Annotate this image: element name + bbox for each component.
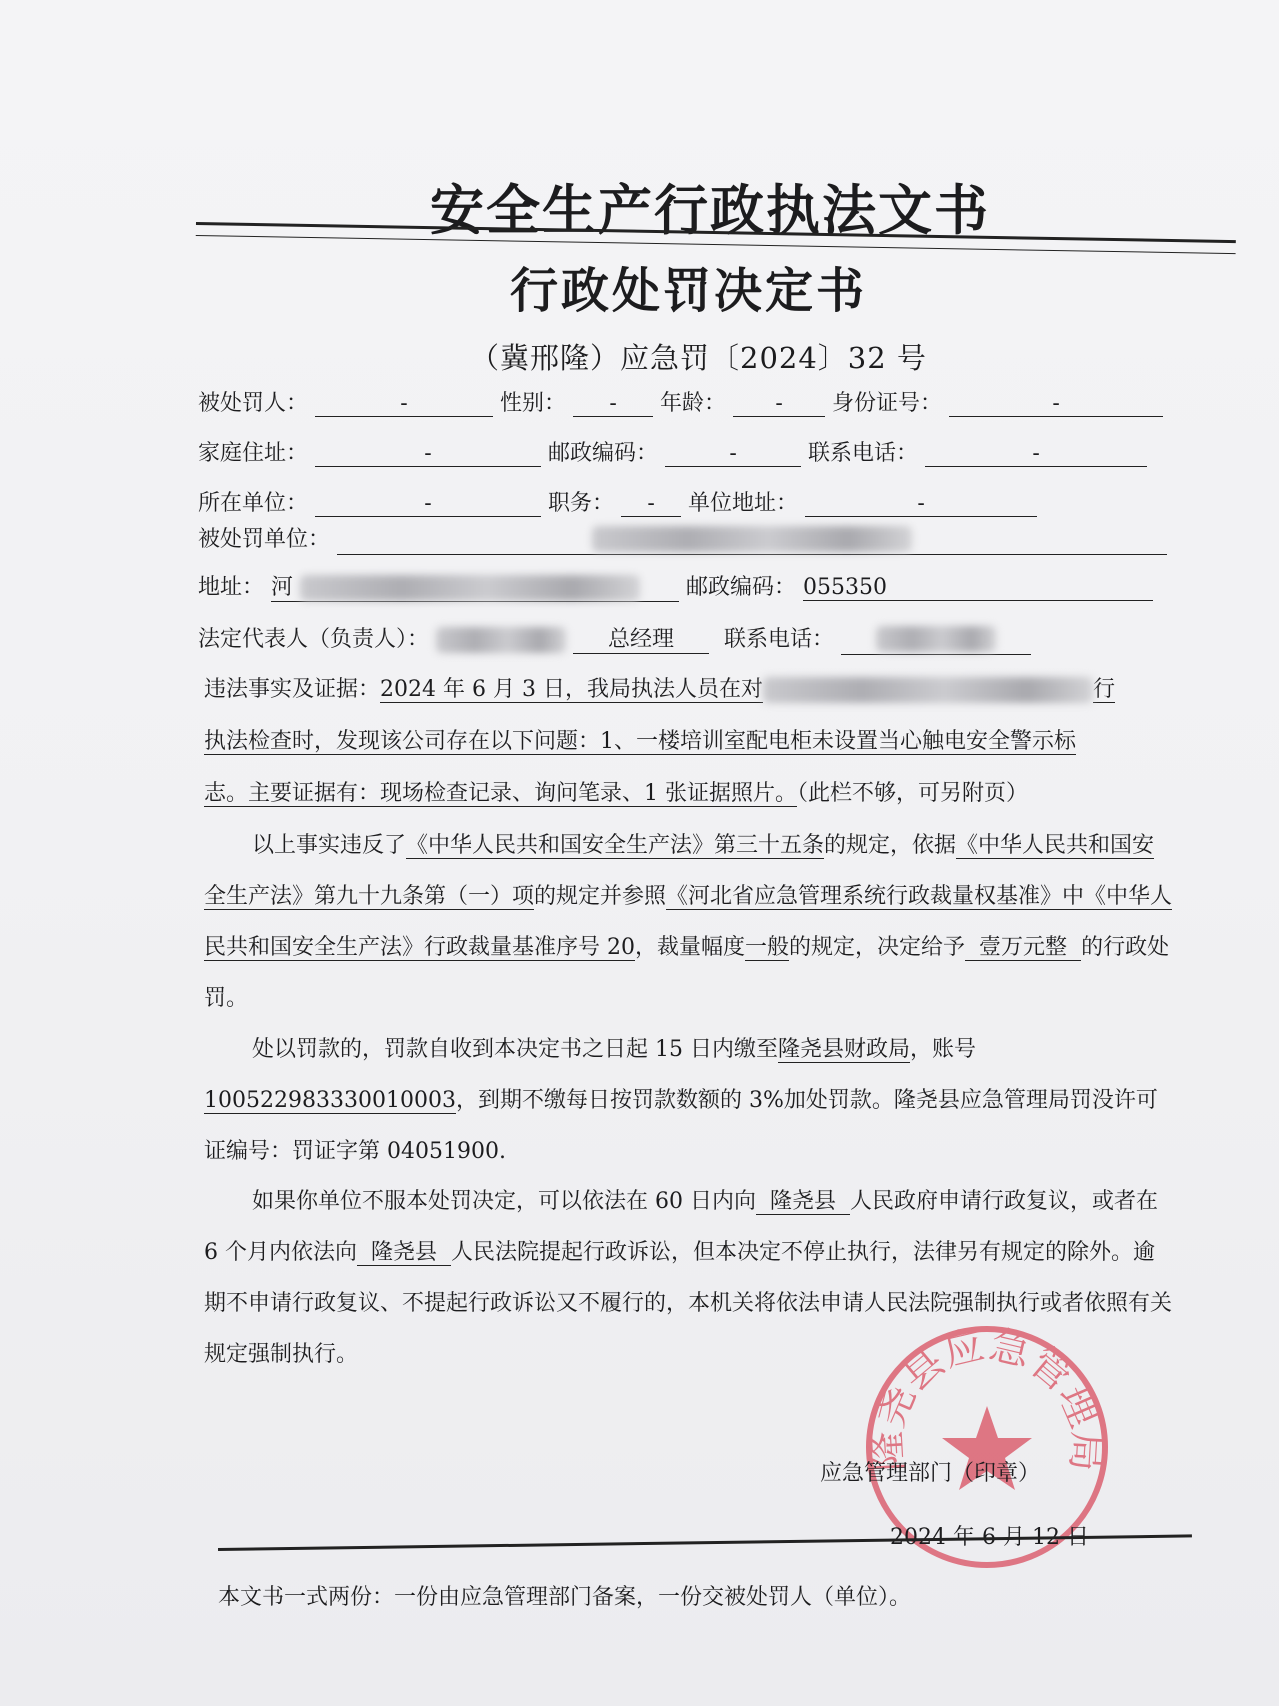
gender-label: 性别： <box>500 391 567 416</box>
payment-text-a: 处以罚款的，罚款自收到本决定书之日起 15 日内缴至 <box>252 1037 778 1062</box>
facts-text-1: 2024 年 6 月 3 日，我局执法人员在对 <box>380 677 763 702</box>
age-label: 年龄： <box>660 391 727 416</box>
issuing-department: 应急管理部门（印章） <box>820 1461 1041 1486</box>
facts-text-2: 执法检查时，发现该公司存在以下问题：1、一楼培训室配电柜未设置当心触电安全警示标 <box>204 729 1076 754</box>
facts-line-1 <box>204 664 1174 716</box>
redacted-address <box>300 575 640 601</box>
position-value: - <box>621 491 681 517</box>
unit-row <box>198 522 1167 555</box>
facts-label: 违法事实及证据： <box>204 677 381 702</box>
address-prefix: 河 <box>271 575 294 600</box>
payment-text-b: ，账号 <box>910 1037 977 1062</box>
redacted-phone <box>876 626 996 652</box>
unit-postcode-value: 055350 <box>803 575 1153 601</box>
person-row-3 <box>198 486 1037 517</box>
facts-section <box>204 664 1174 820</box>
phone-value: - <box>925 441 1147 467</box>
name-value: - <box>315 391 493 417</box>
document-title: 行政处罚决定书 <box>510 263 868 319</box>
address-row <box>198 570 1153 602</box>
person-row-1 <box>198 386 1163 417</box>
postcode-label: 邮政编码： <box>548 441 659 466</box>
decision-text-b: 的规定，依据 <box>824 833 957 858</box>
legal-rep-title: 总经理 <box>573 622 709 654</box>
decision-text-a: 以上事实违反了 <box>252 833 407 858</box>
bank-account: 100522983330010003 <box>204 1088 456 1113</box>
address-value <box>271 570 679 602</box>
payment-text-c: ，到期不缴每日按罚款数额的 3%加处罚款。隆尧县应急管理局罚没许可证编号：罚证字第 04051900. <box>204 1088 1158 1164</box>
person-row-2 <box>198 436 1147 467</box>
facts-note: （此栏不够，可另附页） <box>797 781 1029 806</box>
decision-text-f: 的行政处罚。 <box>204 935 1170 1011</box>
phone-label: 联系电话： <box>808 441 919 466</box>
unit-postcode-label: 邮政编码： <box>686 575 797 600</box>
home-value: - <box>315 441 541 467</box>
appeal-text-b: 人民政府申请行政复议，或者在 6 个月内依法向 <box>204 1189 1159 1265</box>
decision-text-e: 的规定，决定给予 <box>789 935 966 960</box>
redacted-company <box>763 677 1093 703</box>
facts-line-2 <box>204 716 1174 768</box>
seal-text: 隆尧县应急管理局 <box>864 1322 1110 1473</box>
position-label: 职务： <box>548 491 615 516</box>
id-value: - <box>949 391 1163 417</box>
payment-paragraph <box>204 1024 1174 1177</box>
penalty-basis-law: 《中华人民共和国安全生产法》第九十九条第（一）项 <box>204 833 1155 909</box>
legal-rep-label: 法定代表人（负责人）： <box>198 627 430 652</box>
unit-address-value: - <box>805 491 1037 517</box>
facts-line-3 <box>204 768 1174 820</box>
document-series-title: 安全生产行政执法文书 <box>430 178 990 242</box>
decision-text-c: 的规定并参照 <box>534 884 667 909</box>
address-label: 地址： <box>198 575 265 600</box>
unit-address-label: 单位地址： <box>688 491 799 516</box>
decision-paragraph <box>204 820 1174 1024</box>
legal-rep-row <box>198 622 1031 655</box>
legal-rep-phone-value <box>841 626 1031 655</box>
discretion-level: 一般 <box>745 935 790 960</box>
appeal-county-court: 隆尧县 <box>357 1240 451 1266</box>
workplace-label: 所在单位： <box>198 491 309 516</box>
age-value: - <box>733 391 825 417</box>
appeal-county-gov: 隆尧县 <box>756 1189 850 1215</box>
facts-text-1-end: 行 <box>1092 677 1115 702</box>
id-label: 身份证号： <box>832 391 943 416</box>
unit-name-label: 被处罚单位： <box>198 527 331 552</box>
decision-text-d: ，裁量幅度 <box>635 935 746 960</box>
violated-law: 《中华人民共和国安全生产法》第三十五条 <box>406 833 825 858</box>
unit-name-value <box>337 526 1167 555</box>
workplace-value: - <box>315 491 541 517</box>
footer-note: 本文书一式两份：一份由应急管理部门备案，一份交被处罚人（单位）。 <box>218 1585 912 1610</box>
home-label: 家庭住址： <box>198 441 309 466</box>
appeal-text-c: 人民法院提起行政诉讼，但本决定不停止执行，法律另有规定的除外。逾期不申请行政复议、不提起行政诉讼又不履行的，本机关将依法申请人民法院强制执行或者依照有关规定强制执行。 <box>204 1240 1173 1367</box>
gender-value: - <box>573 391 653 417</box>
payment-bureau: 隆尧县财政局 <box>777 1037 910 1062</box>
facts-text-3: 志。主要证据有：现场检查记录、询问笔录、1 张证据照片。 <box>204 781 797 806</box>
document-number: （冀邢隆）应急罚〔2024〕32 号 <box>470 341 927 375</box>
redacted-legal-rep <box>436 627 566 653</box>
legal-rep-phone-label: 联系电话： <box>724 627 835 652</box>
fine-amount: 壹万元整 <box>965 935 1081 961</box>
redacted-unit-name <box>592 526 912 552</box>
issue-date: 2024 年 6 月 12 日 <box>890 1525 1089 1550</box>
name-label: 被处罚人： <box>198 391 309 416</box>
postcode-value: - <box>665 441 801 467</box>
appeal-text-a: 如果你单位不服本处罚决定，可以依法在 60 日内向 <box>252 1189 756 1214</box>
discretion-standard: 《河北省应急管理系统行政裁量权基准》中《中华人民共和国安全生产法》行政裁量基准序号 20 <box>204 884 1173 960</box>
